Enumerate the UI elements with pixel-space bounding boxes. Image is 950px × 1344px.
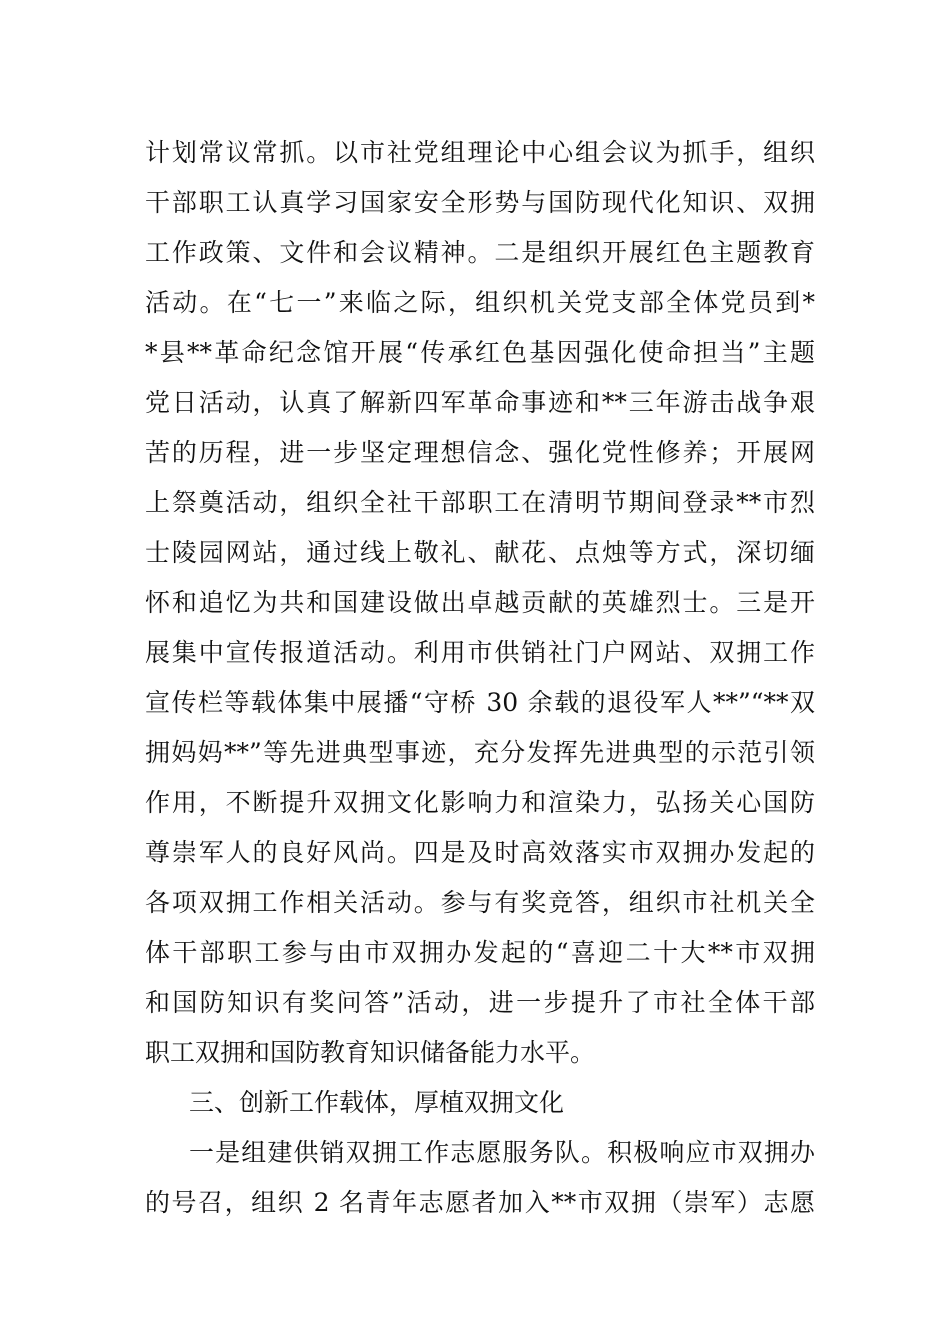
text-line: 上祭奠活动，组织全社干部职工在清明节期间登录**市烈: [145, 488, 815, 517]
text-line: 活动。在“七一”来临之际，组织机关党支部全体党员到*: [145, 288, 815, 317]
text-line: 的号召，组织 2 名青年志愿者加入**市双拥（崇军）志愿: [145, 1188, 815, 1217]
paragraph-end-line: 职工双拥和国防教育知识储备能力水平。: [145, 1038, 596, 1067]
text-line: 怀和追忆为共和国建设做出卓越贡献的英雄烈士。三是开: [145, 588, 815, 617]
text-line: 各项双拥工作相关活动。参与有奖竞答，组织市社机关全: [145, 888, 815, 917]
text-line: 工作政策、文件和会议精神。二是组织开展红色主题教育: [145, 238, 815, 267]
text-line: 体干部职工参与由市双拥办发起的“喜迎二十大**市双拥: [145, 938, 815, 967]
text-line: *县**革命纪念馆开展“传承红色基因强化使命担当”主题: [145, 338, 815, 367]
text-line: 苦的历程，进一步坚定理想信念、强化党性修养；开展网: [145, 438, 815, 467]
body-text: [145, 128, 815, 1228]
text-line: 展集中宣传报道活动。利用市供销社门户网站、双拥工作: [145, 638, 815, 667]
section-heading: 三、创新工作载体，厚植双拥文化: [189, 1088, 565, 1117]
text-line: 计划常议常抓。以市社党组理论中心组会议为抓手，组织: [145, 138, 815, 167]
paragraph-first-line: 一是组建供销双拥工作志愿服务队。积极响应市双拥办: [189, 1138, 815, 1167]
text-line: 士陵园网站，通过线上敬礼、献花、点烛等方式，深切缅: [145, 538, 815, 567]
text-line: 宣传栏等载体集中展播“守桥 30 余载的退役军人**”“**双: [145, 688, 815, 717]
text-line: 拥妈妈**”等先进典型事迹，充分发挥先进典型的示范引领: [145, 738, 815, 767]
text-line: 干部职工认真学习国家安全形势与国防现代化知识、双拥: [145, 188, 815, 217]
text-line: 和国防知识有奖问答”活动，进一步提升了市社全体干部: [145, 988, 815, 1017]
text-line: 作用，不断提升双拥文化影响力和渲染力，弘扬关心国防: [145, 788, 815, 817]
text-line: 党日活动，认真了解新四军革命事迹和**三年游击战争艰: [145, 388, 815, 417]
text-line: 尊崇军人的良好风尚。四是及时高效落实市双拥办发起的: [145, 838, 815, 867]
